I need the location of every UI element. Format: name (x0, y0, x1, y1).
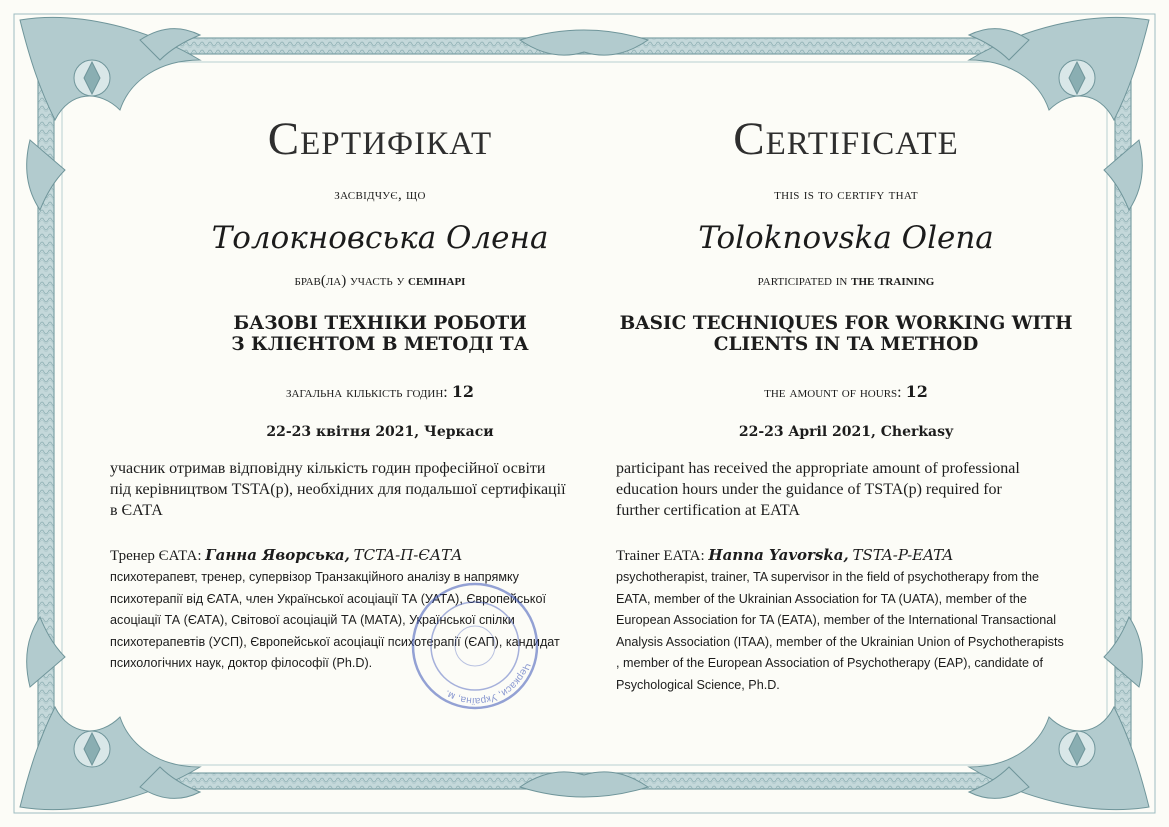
trainer-name-en: Hanna Yavorska, (708, 546, 849, 564)
trainer-block-en (616, 545, 1066, 696)
certify-text-en: this is to certify that (774, 187, 918, 203)
certificate-title-en: Certificate (733, 113, 959, 165)
recipient-name-uk: Толокновська Олена (211, 220, 549, 256)
date-place-en: 22-23 April 2021, Cherkasy (738, 424, 954, 440)
course-line-2-en: CLIENTS IN TA METHOD (713, 334, 979, 355)
certificate-title-uk: Сертифікат (267, 113, 493, 165)
course-title-uk (130, 313, 630, 355)
hours-line-en (590, 382, 1102, 402)
course-line-2-uk: З КЛІЄНТОМ В МЕТОДІ ТА (231, 334, 529, 355)
official-stamp (410, 568, 540, 718)
participated-event-uk: семінарі (408, 273, 466, 289)
description-en: participant has received the appropriate amount of professional education hours under the guidance of TSTA(p) required for further certification at EATA (616, 460, 1020, 519)
recipient-name-en: Toloknovska Olena (698, 220, 994, 256)
hours-line-uk (130, 382, 630, 402)
trainer-label-en: Trainer EATA: (616, 548, 705, 564)
course-line-1-en: BASIC TECHNIQUES FOR WORKING WITH (619, 313, 1073, 334)
hours-value-uk: 12 (451, 382, 474, 401)
trainer-credential-uk: TCTA-П-ЄАТА (353, 546, 463, 564)
participated-event-en: the training (851, 273, 935, 289)
participated-line-en (590, 273, 1102, 290)
participated-prefix-uk: брав(ла) участь у (294, 273, 405, 289)
participated-prefix-en: participated in (757, 273, 848, 289)
hours-label-en: the amount of hours: (764, 384, 902, 401)
hours-label-uk: загальна кількість годин: (286, 384, 448, 401)
trainer-name-uk: Ганна Яворська, (205, 546, 350, 564)
svg-text:Черкаси, Україна, м. (443, 661, 532, 706)
hours-value-en: 12 (905, 382, 928, 401)
trainer-credential-en: TSTA-P-EATA (852, 546, 954, 564)
date-place-uk: 22-23 квітня 2021, Черкаси (266, 424, 494, 440)
course-title-en (590, 313, 1102, 355)
certify-text-uk: засвідчує, що (334, 187, 426, 203)
course-line-1-uk: БАЗОВІ ТЕХНІКИ РОБОТИ (233, 313, 527, 334)
trainer-bio-uk: психотерапевт, тренер, супервізор Транзакційного аналізу в напрямку психотерапії від ЄАТА, член Української асоціації ТА (УАТА), Європейської асоціації ТА (ЄАТА), Світової асоціацій ТА (МАТА), Української спілки психотерапевтів (УСП), Європейської асоціації психотерапії (ЄАП), кандидат психологічних наук, доктор філософії (Ph.D). (110, 570, 560, 670)
description-uk: учасник отримав відповідну кількість годин професійної освіти під керівництвом TSTA(p), необхідних для подальшої сертифікації в ЄАТА (110, 460, 566, 519)
stamp-text: Черкаси, Україна, м. (443, 660, 532, 707)
trainer-label-uk: Тренер ЄАТА: (110, 548, 202, 564)
participated-line-uk (130, 273, 630, 290)
trainer-bio-en: psychotherapist, trainer, TA supervisor in the field of psychotherapy from the EATA, member of the Ukrainian Association for TA (UATA), member of the European Association for TA (EATA), member of the International Transactional Analysis Association (ITAA), member of the Ukrainian Union of Psychotherapists , member of the European Association of Psychotherapy (EAP), candidate of Psychological Science, Ph.D. (616, 570, 1064, 692)
